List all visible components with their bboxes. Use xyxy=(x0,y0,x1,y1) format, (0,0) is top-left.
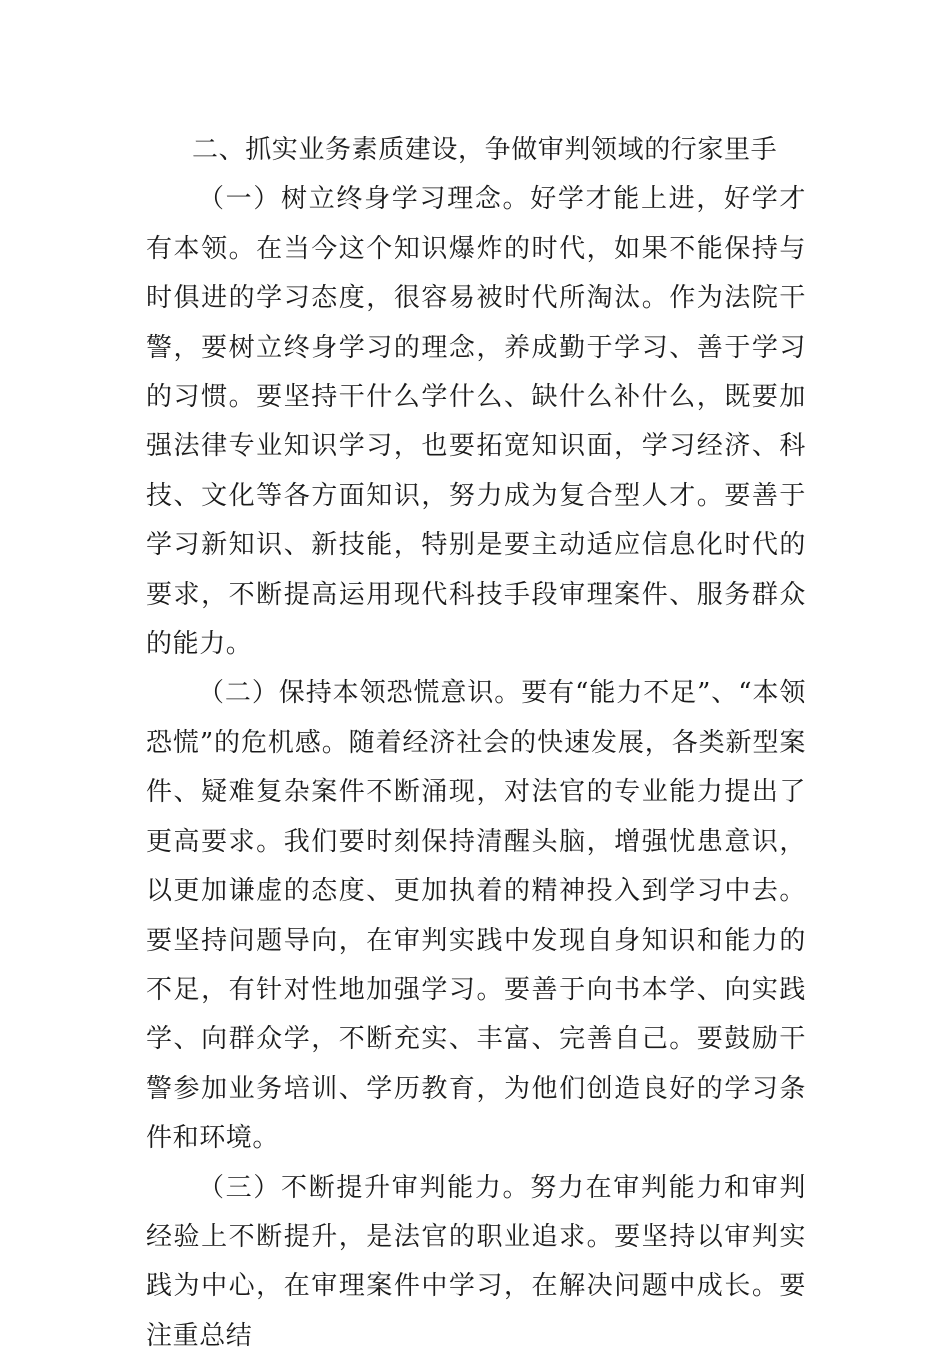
paragraph-lifelong-learning: （一）树立终身学习理念。好学才能上进，好学才有本领。在当今这个知识爆炸的时代，如果不能保持与时俱进的学习态度，很容易被时代所淘汰。作为法院干警，要树立终身学习的理念，养成勤于学习、善于学习的习惯。要坚持干什么学什么、缺什么补什么，既要加强法律专业知识学习，也要拓宽知识面，学习经济、科技、文化等各方面知识，努力成为复合型人才。要善于学习新知识、新技能，特别是要主动适应信息化时代的要求，不断提高运用现代科技手段审理案件、服务群众的能力。 xyxy=(146,184,806,660)
paragraph-skill-anxiety: （二）保持本领恐慌意识。要有“能力不足”、“本领恐慌”的危机感。随着经济社会的快速发展，各类新型案件、疑难复杂案件不断涌现，对法官的专业能力提出了更高要求。我们要时刻保持清醒头脑，增强忧患意识，以更加谦虚的态度、更加执着的精神投入到学习中去。要坚持问题导向，在审判实践中发现自身知识和能力的不足，有针对性地加强学习。要善于向书本学、向实践学、向群众学，不断充实、丰富、完善自己。要鼓励干警参加业务培训、学历教育，为他们创造良好的学习条件和环境。 xyxy=(146,678,806,1154)
section-heading: 二、抓实业务素质建设，争做审判领域的行家里手 xyxy=(192,135,778,165)
paragraph-trial-ability: （三）不断提升审判能力。努力在审判能力和审判经验上不断提升，是法官的职业追求。要坚持以审判实践为中心，在审理案件中学习，在解决问题中成长。要注重总结 xyxy=(146,1172,806,1351)
document-body xyxy=(146,126,806,1361)
